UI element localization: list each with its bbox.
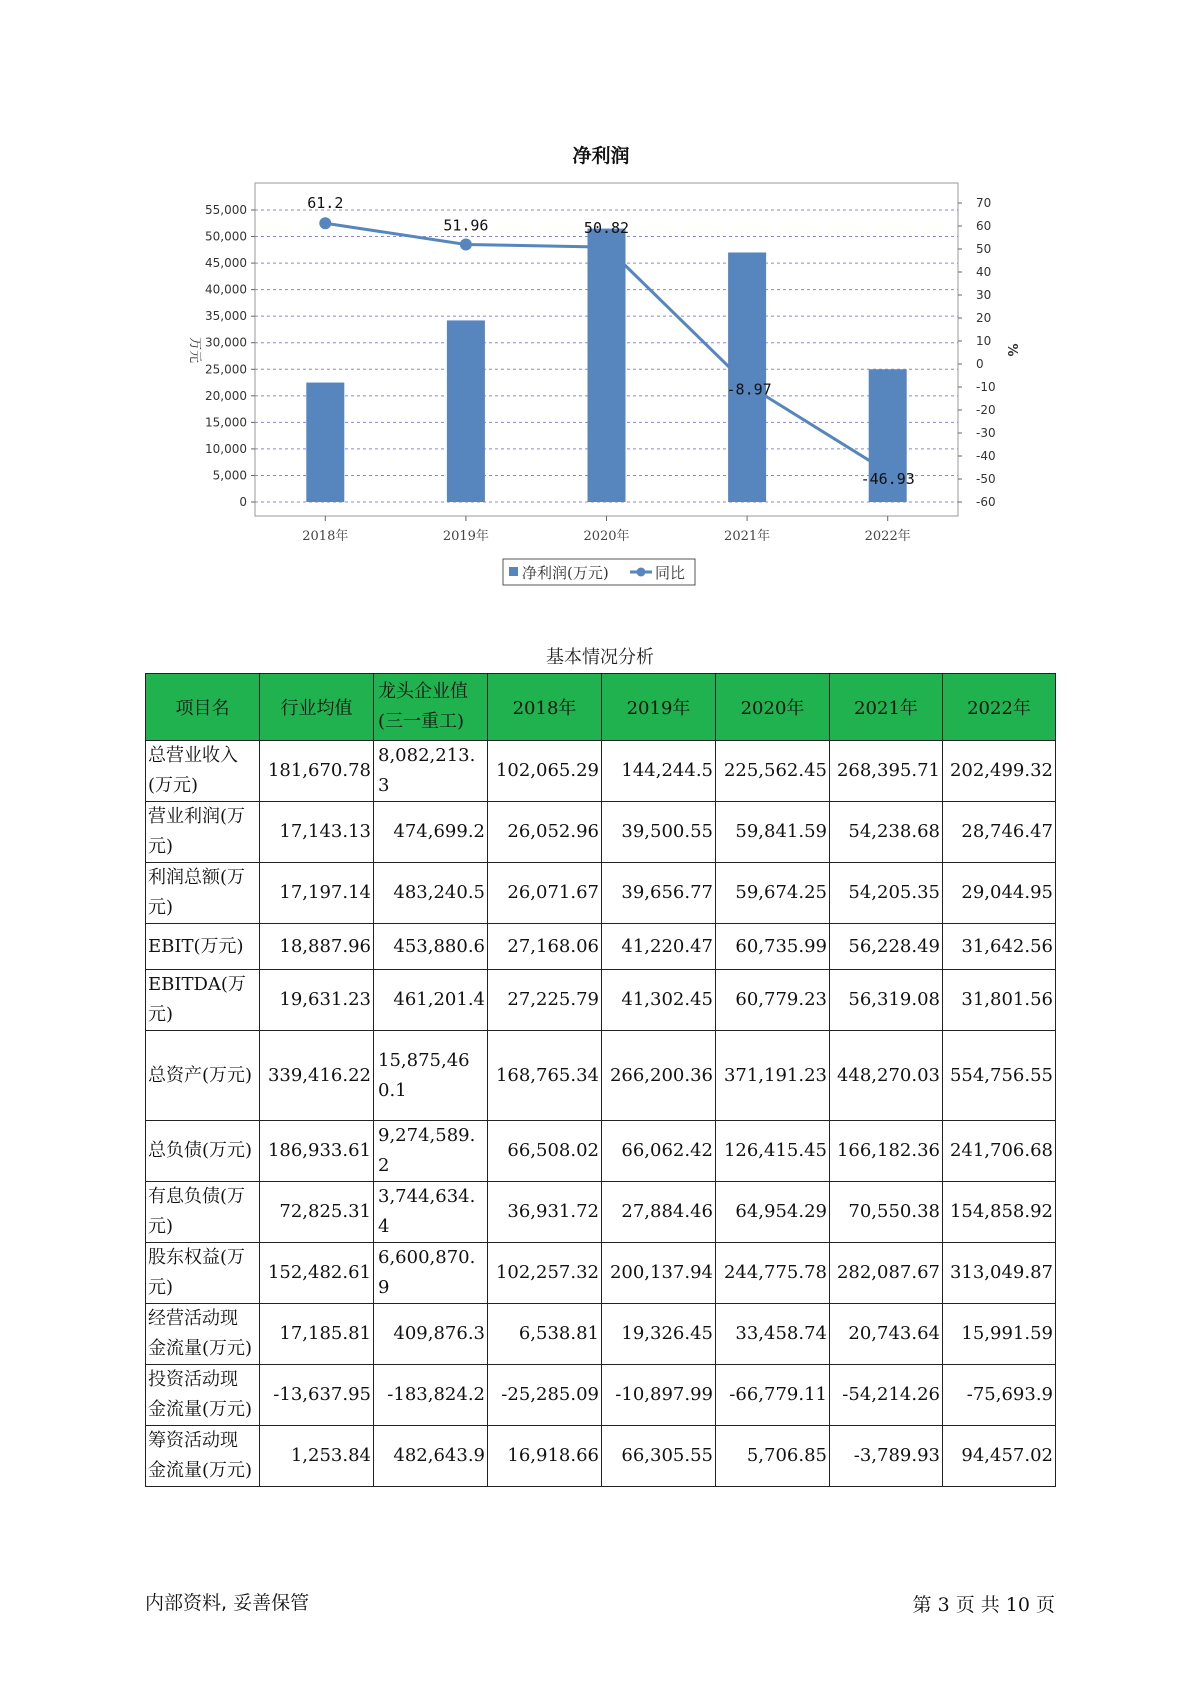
legend-bar-swatch	[509, 567, 518, 576]
table-cell: 27,168.06	[488, 924, 602, 970]
yoy-data-label: -8.97	[726, 380, 772, 399]
table-cell: 36,931.72	[488, 1182, 602, 1243]
table-cell: 31,801.56	[943, 970, 1056, 1031]
bar-net-profit	[728, 252, 766, 502]
x-tick-label: 2021年	[724, 529, 771, 544]
table-cell: 56,319.08	[830, 970, 943, 1031]
table-row	[146, 970, 1056, 1031]
basic-analysis-table	[145, 673, 1056, 1487]
yoy-data-label: -46.93	[860, 469, 915, 488]
right-tick-label: -30	[976, 426, 996, 440]
left-tick-label: 25,000	[205, 362, 247, 377]
table-cell: 26,071.67	[488, 863, 602, 924]
left-tick-label: 15,000	[205, 415, 247, 430]
left-tick-label: 50,000	[205, 229, 247, 244]
table-cell: 102,065.29	[488, 741, 602, 802]
yoy-data-label: 51.96	[443, 216, 489, 235]
table-cell: 181,670.78	[260, 741, 374, 802]
x-tick-label: 2018年	[302, 529, 349, 544]
right-tick-label: 70	[976, 196, 992, 210]
table-cell: 39,656.77	[602, 863, 716, 924]
left-tick-label: 40,000	[205, 282, 247, 297]
row-label: 筹资活动现金流量(万元)	[146, 1426, 260, 1487]
table-row	[146, 1365, 1056, 1426]
table-row	[146, 802, 1056, 863]
table-cell: 8,082,213.3	[374, 741, 488, 802]
header-cell: 龙头企业值(三一重工)	[374, 674, 488, 741]
table-cell: 371,191.23	[716, 1031, 830, 1121]
table-cell: 19,326.45	[602, 1304, 716, 1365]
table-cell: 102,257.32	[488, 1243, 602, 1304]
left-tick-label: 20,000	[205, 388, 247, 403]
header-cell: 2022年	[943, 674, 1056, 741]
table-cell: 19,631.23	[260, 970, 374, 1031]
chart-legend	[503, 559, 695, 585]
right-tick-label: 0	[976, 357, 984, 371]
footer-confidential-note: 内部资料, 妥善保管	[145, 1592, 310, 1614]
table-row	[146, 741, 1056, 802]
row-label: 总营业收入(万元)	[146, 741, 260, 802]
table-cell: 39,500.55	[602, 802, 716, 863]
table-cell: 1,253.84	[260, 1426, 374, 1487]
row-label: EBITDA(万元)	[146, 970, 260, 1031]
legend-line-label: 同比	[655, 564, 686, 582]
table-row	[146, 1031, 1056, 1121]
table-row	[146, 1182, 1056, 1243]
left-tick-label: 55,000	[205, 203, 247, 217]
table-cell: -183,824.2	[374, 1365, 488, 1426]
table-row	[146, 1304, 1056, 1365]
left-tick-label: 30,000	[205, 335, 247, 350]
bar-net-profit	[447, 320, 485, 502]
right-tick-label: -40	[976, 449, 996, 463]
bar-net-profit	[588, 229, 626, 502]
table-row	[146, 1426, 1056, 1487]
table-cell: 409,876.3	[374, 1304, 488, 1365]
table-cell: -3,789.93	[830, 1426, 943, 1487]
table-cell: 168,765.34	[488, 1031, 602, 1121]
table-cell: 54,205.35	[830, 863, 943, 924]
table-cell: 41,220.47	[602, 924, 716, 970]
table-cell: 17,143.13	[260, 802, 374, 863]
right-tick-label: 50	[976, 242, 992, 256]
table-cell: 6,538.81	[488, 1304, 602, 1365]
x-tick-label: 2022年	[864, 529, 911, 544]
table-cell: 59,841.59	[716, 802, 830, 863]
table-cell: 202,499.32	[943, 741, 1056, 802]
table-cell: 26,052.96	[488, 802, 602, 863]
table-row	[146, 924, 1056, 970]
table-cell: 9,274,589.2	[374, 1121, 488, 1182]
table-cell: 16,918.66	[488, 1426, 602, 1487]
table-cell: 15,991.59	[943, 1304, 1056, 1365]
table-cell: 482,643.9	[374, 1426, 488, 1487]
table-cell: 126,415.45	[716, 1121, 830, 1182]
table-cell: 17,197.14	[260, 863, 374, 924]
yoy-data-label: 61.2	[307, 194, 344, 213]
right-tick-label: 40	[976, 265, 992, 279]
left-tick-label: 10,000	[205, 441, 247, 456]
table-cell: 94,457.02	[943, 1426, 1056, 1487]
table-cell: -66,779.11	[716, 1365, 830, 1426]
table-cell: 66,062.42	[602, 1121, 716, 1182]
footer-page-number: 第 3 页 共 10 页	[912, 1594, 1055, 1616]
table-cell: 29,044.95	[943, 863, 1056, 924]
legend-bar-label: 净利润(万元)	[522, 564, 609, 582]
table-cell: 461,201.4	[374, 970, 488, 1031]
table-cell: 59,674.25	[716, 863, 830, 924]
row-label: 股东权益(万元)	[146, 1243, 260, 1304]
table-cell: 268,395.71	[830, 741, 943, 802]
table-cell: 313,049.87	[943, 1243, 1056, 1304]
table-cell: 483,240.5	[374, 863, 488, 924]
table-cell: 200,137.94	[602, 1243, 716, 1304]
table-cell: 66,305.55	[602, 1426, 716, 1487]
table-cell: 474,699.2	[374, 802, 488, 863]
table-cell: 17,185.81	[260, 1304, 374, 1365]
table-cell: 241,706.68	[943, 1121, 1056, 1182]
row-label: 总资产(万元)	[146, 1031, 260, 1121]
x-tick-label: 2019年	[442, 529, 489, 544]
right-tick-label: -20	[976, 403, 996, 417]
table-cell: 18,887.96	[260, 924, 374, 970]
row-label: 总负债(万元)	[146, 1121, 260, 1182]
table-cell: 60,779.23	[716, 970, 830, 1031]
x-tick-label: 2020年	[583, 529, 630, 544]
row-label: 利润总额(万元)	[146, 863, 260, 924]
row-label: EBIT(万元)	[146, 924, 260, 970]
yoy-data-label: 50.82	[583, 219, 630, 238]
table-caption: 基本情况分析	[546, 647, 654, 668]
table-cell: 64,954.29	[716, 1182, 830, 1243]
table-cell: 41,302.45	[602, 970, 716, 1031]
row-label: 营业利润(万元)	[146, 802, 260, 863]
table-cell: 225,562.45	[716, 741, 830, 802]
table-row	[146, 1121, 1056, 1182]
header-cell: 2020年	[716, 674, 830, 741]
table-cell: 3,744,634.4	[374, 1182, 488, 1243]
table-header-row	[146, 674, 1056, 741]
table-cell: 339,416.22	[260, 1031, 374, 1121]
table-cell: 282,087.67	[830, 1243, 943, 1304]
table-cell: 244,775.78	[716, 1243, 830, 1304]
right-tick-label: 30	[976, 288, 992, 302]
right-axis-label: %	[1004, 343, 1019, 357]
table-cell: 152,482.61	[260, 1243, 374, 1304]
table-cell: 33,458.74	[716, 1304, 830, 1365]
table-cell: 453,880.6	[374, 924, 488, 970]
yoy-point	[460, 238, 472, 250]
yoy-point	[601, 241, 613, 253]
table-cell: -54,214.26	[830, 1365, 943, 1426]
left-tick-label: 0	[239, 495, 247, 509]
table-cell: -10,897.99	[602, 1365, 716, 1426]
table-cell: 5,706.85	[716, 1426, 830, 1487]
header-cell: 项目名	[146, 674, 260, 741]
header-cell: 2019年	[602, 674, 716, 741]
bar-net-profit	[306, 383, 344, 502]
row-label: 有息负债(万元)	[146, 1182, 260, 1243]
table-cell: 144,244.5	[602, 741, 716, 802]
right-tick-label: -50	[976, 472, 996, 486]
chart-title: 净利润	[572, 145, 630, 167]
header-cell: 2018年	[488, 674, 602, 741]
table-cell: -75,693.9	[943, 1365, 1056, 1426]
table-row	[146, 1243, 1056, 1304]
table-cell: -25,285.09	[488, 1365, 602, 1426]
table-cell: 27,225.79	[488, 970, 602, 1031]
table-cell: 186,933.61	[260, 1121, 374, 1182]
table-cell: 56,228.49	[830, 924, 943, 970]
table-cell: 54,238.68	[830, 802, 943, 863]
left-tick-label: 5,000	[212, 468, 247, 483]
header-cell: 2021年	[830, 674, 943, 741]
left-axis-label: 万元	[187, 336, 202, 364]
table-row	[146, 863, 1056, 924]
table-body	[146, 741, 1056, 1487]
table-cell: -13,637.95	[260, 1365, 374, 1426]
legend-line-marker	[637, 568, 646, 577]
table-cell: 15,875,460.1	[374, 1031, 488, 1121]
left-tick-label: 35,000	[205, 309, 247, 324]
right-tick-label: 10	[976, 334, 992, 348]
table-cell: 266,200.36	[602, 1031, 716, 1121]
yoy-point	[319, 217, 331, 229]
left-tick-label: 45,000	[205, 256, 247, 271]
table-cell: 31,642.56	[943, 924, 1056, 970]
table-cell: 166,182.36	[830, 1121, 943, 1182]
table-cell: 28,746.47	[943, 802, 1056, 863]
table-cell: 60,735.99	[716, 924, 830, 970]
table-cell: 27,884.46	[602, 1182, 716, 1243]
header-cell: 行业均值	[260, 674, 374, 741]
table-cell: 554,756.55	[943, 1031, 1056, 1121]
table-cell: 70,550.38	[830, 1182, 943, 1243]
table-cell: 6,600,870.9	[374, 1243, 488, 1304]
right-tick-label: 60	[976, 219, 992, 233]
row-label: 经营活动现金流量(万元)	[146, 1304, 260, 1365]
row-label: 投资活动现金流量(万元)	[146, 1365, 260, 1426]
table-cell: 154,858.92	[943, 1182, 1056, 1243]
table-cell: 20,743.64	[830, 1304, 943, 1365]
right-tick-label: -60	[976, 495, 996, 509]
table-cell: 66,508.02	[488, 1121, 602, 1182]
table-cell: 72,825.31	[260, 1182, 374, 1243]
table-cell: 448,270.03	[830, 1031, 943, 1121]
right-tick-label: 20	[976, 311, 992, 325]
right-tick-label: -10	[976, 380, 996, 394]
net-profit-chart	[0, 0, 1191, 600]
